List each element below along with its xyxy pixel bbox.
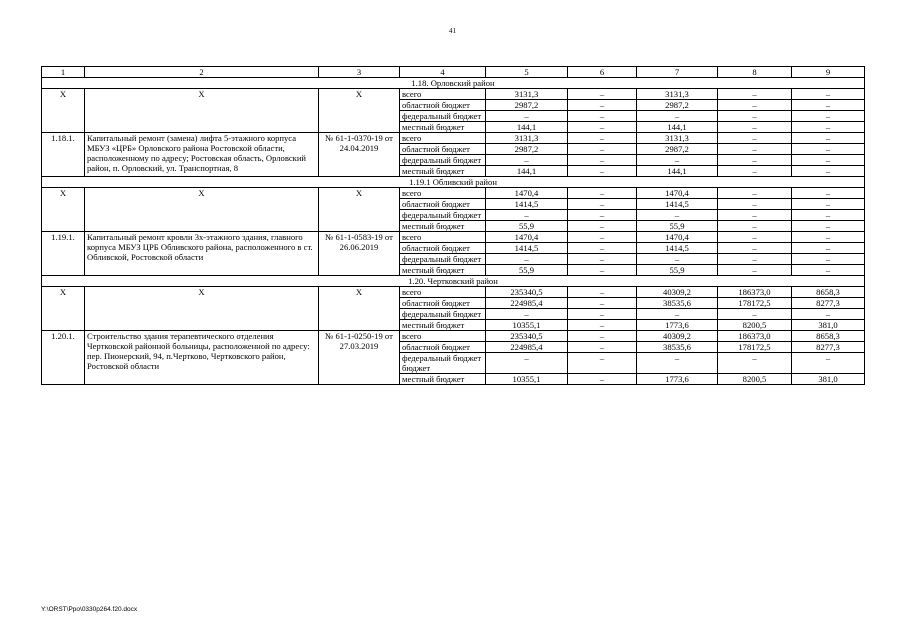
funding-label: всего	[400, 287, 486, 298]
value-cell: –	[568, 133, 637, 144]
value-cell: 1414,5	[486, 199, 568, 210]
budget-table	[41, 66, 865, 385]
value-cell: –	[568, 144, 637, 155]
value-cell: –	[637, 353, 718, 374]
summary-col2: X	[85, 287, 319, 331]
item-code: № 61-1-0370-19 от 24.04.2019	[319, 133, 400, 177]
value-cell: –	[792, 166, 865, 177]
funding-label: областной бюджет	[400, 342, 486, 353]
value-cell: –	[792, 133, 865, 144]
value-cell: 235340,5	[486, 331, 568, 342]
value-cell: 1414,5	[637, 243, 718, 254]
value-cell: –	[568, 155, 637, 166]
value-cell: –	[568, 353, 637, 374]
value-cell: 55,9	[486, 221, 568, 232]
item-name: Капитальный ремонт (замена) лифта 5-этажного корпуса МБУЗ «ЦРБ» Орловского района Ростовской области, расположенному по адресу; Ростовская область, Орловский район, п. Орловский, ул. Транспортная, 8	[85, 133, 319, 177]
value-cell: –	[568, 265, 637, 276]
value-cell: 8200,5	[718, 320, 792, 331]
value-cell: 10355,1	[486, 320, 568, 331]
value-cell: –	[718, 155, 792, 166]
value-cell: –	[568, 243, 637, 254]
value-cell: 186373,0	[718, 287, 792, 298]
item-name: Строительство здания терапевтического отделения Чертковской районной больницы, расположенной по адресу: пер. Пионерский, 94, п.Чертково, Чертковского район, Ростовской области	[85, 331, 319, 385]
value-cell: –	[792, 265, 865, 276]
value-cell: –	[637, 309, 718, 320]
value-cell: –	[718, 199, 792, 210]
summary-row	[42, 89, 865, 100]
value-cell: 1470,4	[637, 188, 718, 199]
value-cell: –	[568, 309, 637, 320]
value-cell: 2987,2	[486, 100, 568, 111]
value-cell: 381,0	[792, 320, 865, 331]
value-cell: 2987,2	[637, 100, 718, 111]
value-cell: –	[792, 100, 865, 111]
value-cell: 8277,3	[792, 342, 865, 353]
value-cell: –	[637, 155, 718, 166]
funding-label: всего	[400, 133, 486, 144]
summary-col3: X	[319, 188, 400, 232]
value-cell: –	[568, 320, 637, 331]
value-cell: –	[637, 210, 718, 221]
summary-col3: X	[319, 89, 400, 133]
value-cell: –	[637, 254, 718, 265]
value-cell: –	[792, 221, 865, 232]
value-cell: –	[568, 254, 637, 265]
funding-label: федеральный бюджет	[400, 111, 486, 122]
value-cell: 224985,4	[486, 298, 568, 309]
value-cell: 3131,3	[637, 133, 718, 144]
value-cell: 38535,6	[637, 342, 718, 353]
value-cell: –	[568, 221, 637, 232]
value-cell: –	[486, 155, 568, 166]
funding-label: областной бюджет	[400, 100, 486, 111]
funding-label: местный бюджет	[400, 265, 486, 276]
value-cell: –	[792, 254, 865, 265]
value-cell: –	[792, 188, 865, 199]
value-cell: –	[718, 166, 792, 177]
value-cell: 3131,3	[486, 133, 568, 144]
header-cell: 4	[400, 67, 486, 78]
value-cell: –	[718, 254, 792, 265]
value-cell: 40309,2	[637, 331, 718, 342]
value-cell: –	[718, 89, 792, 100]
item-number: 1.18.1.	[42, 133, 85, 177]
funding-label: областной бюджет	[400, 144, 486, 155]
funding-label: областной бюджет	[400, 199, 486, 210]
value-cell: –	[568, 100, 637, 111]
value-cell: –	[718, 221, 792, 232]
value-cell: –	[718, 210, 792, 221]
item-row	[42, 133, 865, 144]
value-cell: 40309,2	[637, 287, 718, 298]
item-row	[42, 232, 865, 243]
value-cell: –	[568, 111, 637, 122]
value-cell: –	[568, 287, 637, 298]
funding-label: областной бюджет	[400, 298, 486, 309]
summary-col1: X	[42, 188, 85, 232]
funding-label: федеральный бюджет	[400, 210, 486, 221]
value-cell: –	[568, 331, 637, 342]
value-cell: 38535,6	[637, 298, 718, 309]
table-header-row	[42, 67, 865, 78]
value-cell: –	[486, 111, 568, 122]
value-cell: –	[568, 122, 637, 133]
value-cell: 144,1	[637, 122, 718, 133]
header-cell: 8	[718, 67, 792, 78]
value-cell: 381,0	[792, 374, 865, 385]
section-title-row	[42, 78, 865, 89]
value-cell: 235340,5	[486, 287, 568, 298]
value-cell: 144,1	[637, 166, 718, 177]
value-cell: 3131,3	[637, 89, 718, 100]
funding-label: местный бюджет	[400, 221, 486, 232]
page-number: 41	[449, 27, 456, 35]
item-number: 1.20.1.	[42, 331, 85, 385]
value-cell: –	[718, 133, 792, 144]
value-cell: –	[568, 166, 637, 177]
value-cell: 1414,5	[486, 243, 568, 254]
value-cell: 178172,5	[718, 298, 792, 309]
value-cell: 55,9	[637, 221, 718, 232]
funding-label: федеральный бюджет	[400, 309, 486, 320]
funding-label: федеральный бюджет	[400, 155, 486, 166]
value-cell: 1773,6	[637, 374, 718, 385]
item-number: 1.19.1.	[42, 232, 85, 276]
value-cell: 2987,2	[486, 144, 568, 155]
value-cell: –	[568, 210, 637, 221]
summary-row	[42, 188, 865, 199]
header-cell: 3	[319, 67, 400, 78]
value-cell: 8200,5	[718, 374, 792, 385]
header-cell: 9	[792, 67, 865, 78]
value-cell: 1470,4	[637, 232, 718, 243]
value-cell: 224985,4	[486, 342, 568, 353]
section-title-row	[42, 276, 865, 287]
value-cell: –	[718, 100, 792, 111]
value-cell: –	[792, 122, 865, 133]
value-cell: 3131,3	[486, 89, 568, 100]
value-cell: 8658,3	[792, 287, 865, 298]
value-cell: –	[718, 353, 792, 374]
value-cell: –	[718, 243, 792, 254]
value-cell: –	[792, 144, 865, 155]
footer-file-path: Y:\ORST\Ppo\0330p264.f20.docx	[41, 606, 138, 613]
summary-col2: X	[85, 188, 319, 232]
section-title: 1.20. Чертковский район	[42, 276, 865, 287]
value-cell: –	[486, 254, 568, 265]
summary-col2: X	[85, 89, 319, 133]
value-cell: 144,1	[486, 122, 568, 133]
value-cell: –	[792, 309, 865, 320]
funding-label: федеральный бюджет бюджет	[400, 353, 486, 374]
value-cell: 55,9	[637, 265, 718, 276]
value-cell: –	[718, 144, 792, 155]
value-cell: 186373,0	[718, 331, 792, 342]
value-cell: 178172,5	[718, 342, 792, 353]
funding-label: местный бюджет	[400, 166, 486, 177]
summary-col1: X	[42, 89, 85, 133]
value-cell: 10355,1	[486, 374, 568, 385]
item-code: № 61-1-0583-19 от 26.06.2019	[319, 232, 400, 276]
funding-label: областной бюджет	[400, 243, 486, 254]
value-cell: –	[568, 342, 637, 353]
value-cell: –	[718, 232, 792, 243]
value-cell: –	[792, 243, 865, 254]
value-cell: –	[718, 111, 792, 122]
item-row	[42, 331, 865, 342]
header-cell: 5	[486, 67, 568, 78]
value-cell: –	[568, 89, 637, 100]
header-cell: 1	[42, 67, 85, 78]
value-cell: 1414,5	[637, 199, 718, 210]
value-cell: –	[792, 155, 865, 166]
header-cell: 7	[637, 67, 718, 78]
item-name: Капитальный ремонт кровли 3х-этажного здания, главного корпуса МБУЗ ЦРБ Обливского района, расположенного в ст. Обливской, Ростовской области	[85, 232, 319, 276]
value-cell: –	[568, 199, 637, 210]
value-cell: –	[486, 309, 568, 320]
value-cell: –	[718, 188, 792, 199]
value-cell: 1470,4	[486, 232, 568, 243]
funding-label: местный бюджет	[400, 320, 486, 331]
value-cell: –	[568, 188, 637, 199]
value-cell: –	[718, 265, 792, 276]
value-cell: –	[792, 199, 865, 210]
value-cell: –	[486, 210, 568, 221]
value-cell: –	[718, 122, 792, 133]
value-cell: –	[718, 309, 792, 320]
funding-label: всего	[400, 331, 486, 342]
header-cell: 6	[568, 67, 637, 78]
funding-label: федеральный бюджет	[400, 254, 486, 265]
section-title-row	[42, 177, 865, 188]
value-cell: –	[568, 298, 637, 309]
funding-label: всего	[400, 89, 486, 100]
header-cell: 2	[85, 67, 319, 78]
value-cell: 8658,3	[792, 331, 865, 342]
funding-label: местный бюджет	[400, 374, 486, 385]
funding-label: всего	[400, 188, 486, 199]
value-cell: –	[792, 89, 865, 100]
value-cell: 2987,2	[637, 144, 718, 155]
value-cell: –	[792, 111, 865, 122]
value-cell: –	[486, 353, 568, 374]
value-cell: 55,9	[486, 265, 568, 276]
value-cell: 1470,4	[486, 188, 568, 199]
item-code: № 61-1-0250-19 от 27.03.2019	[319, 331, 400, 385]
section-title: 1.19.1 Обливский район	[42, 177, 865, 188]
summary-row	[42, 287, 865, 298]
value-cell: –	[637, 111, 718, 122]
value-cell: 1773,6	[637, 320, 718, 331]
funding-label: местный бюджет	[400, 122, 486, 133]
value-cell: –	[792, 210, 865, 221]
value-cell: –	[792, 232, 865, 243]
summary-col1: X	[42, 287, 85, 331]
value-cell: –	[568, 374, 637, 385]
value-cell: 8277,3	[792, 298, 865, 309]
funding-label: всего	[400, 232, 486, 243]
value-cell: –	[792, 353, 865, 374]
section-title: 1.18. Орловский район	[42, 78, 865, 89]
value-cell: 144,1	[486, 166, 568, 177]
summary-col3: X	[319, 287, 400, 331]
value-cell: –	[568, 232, 637, 243]
